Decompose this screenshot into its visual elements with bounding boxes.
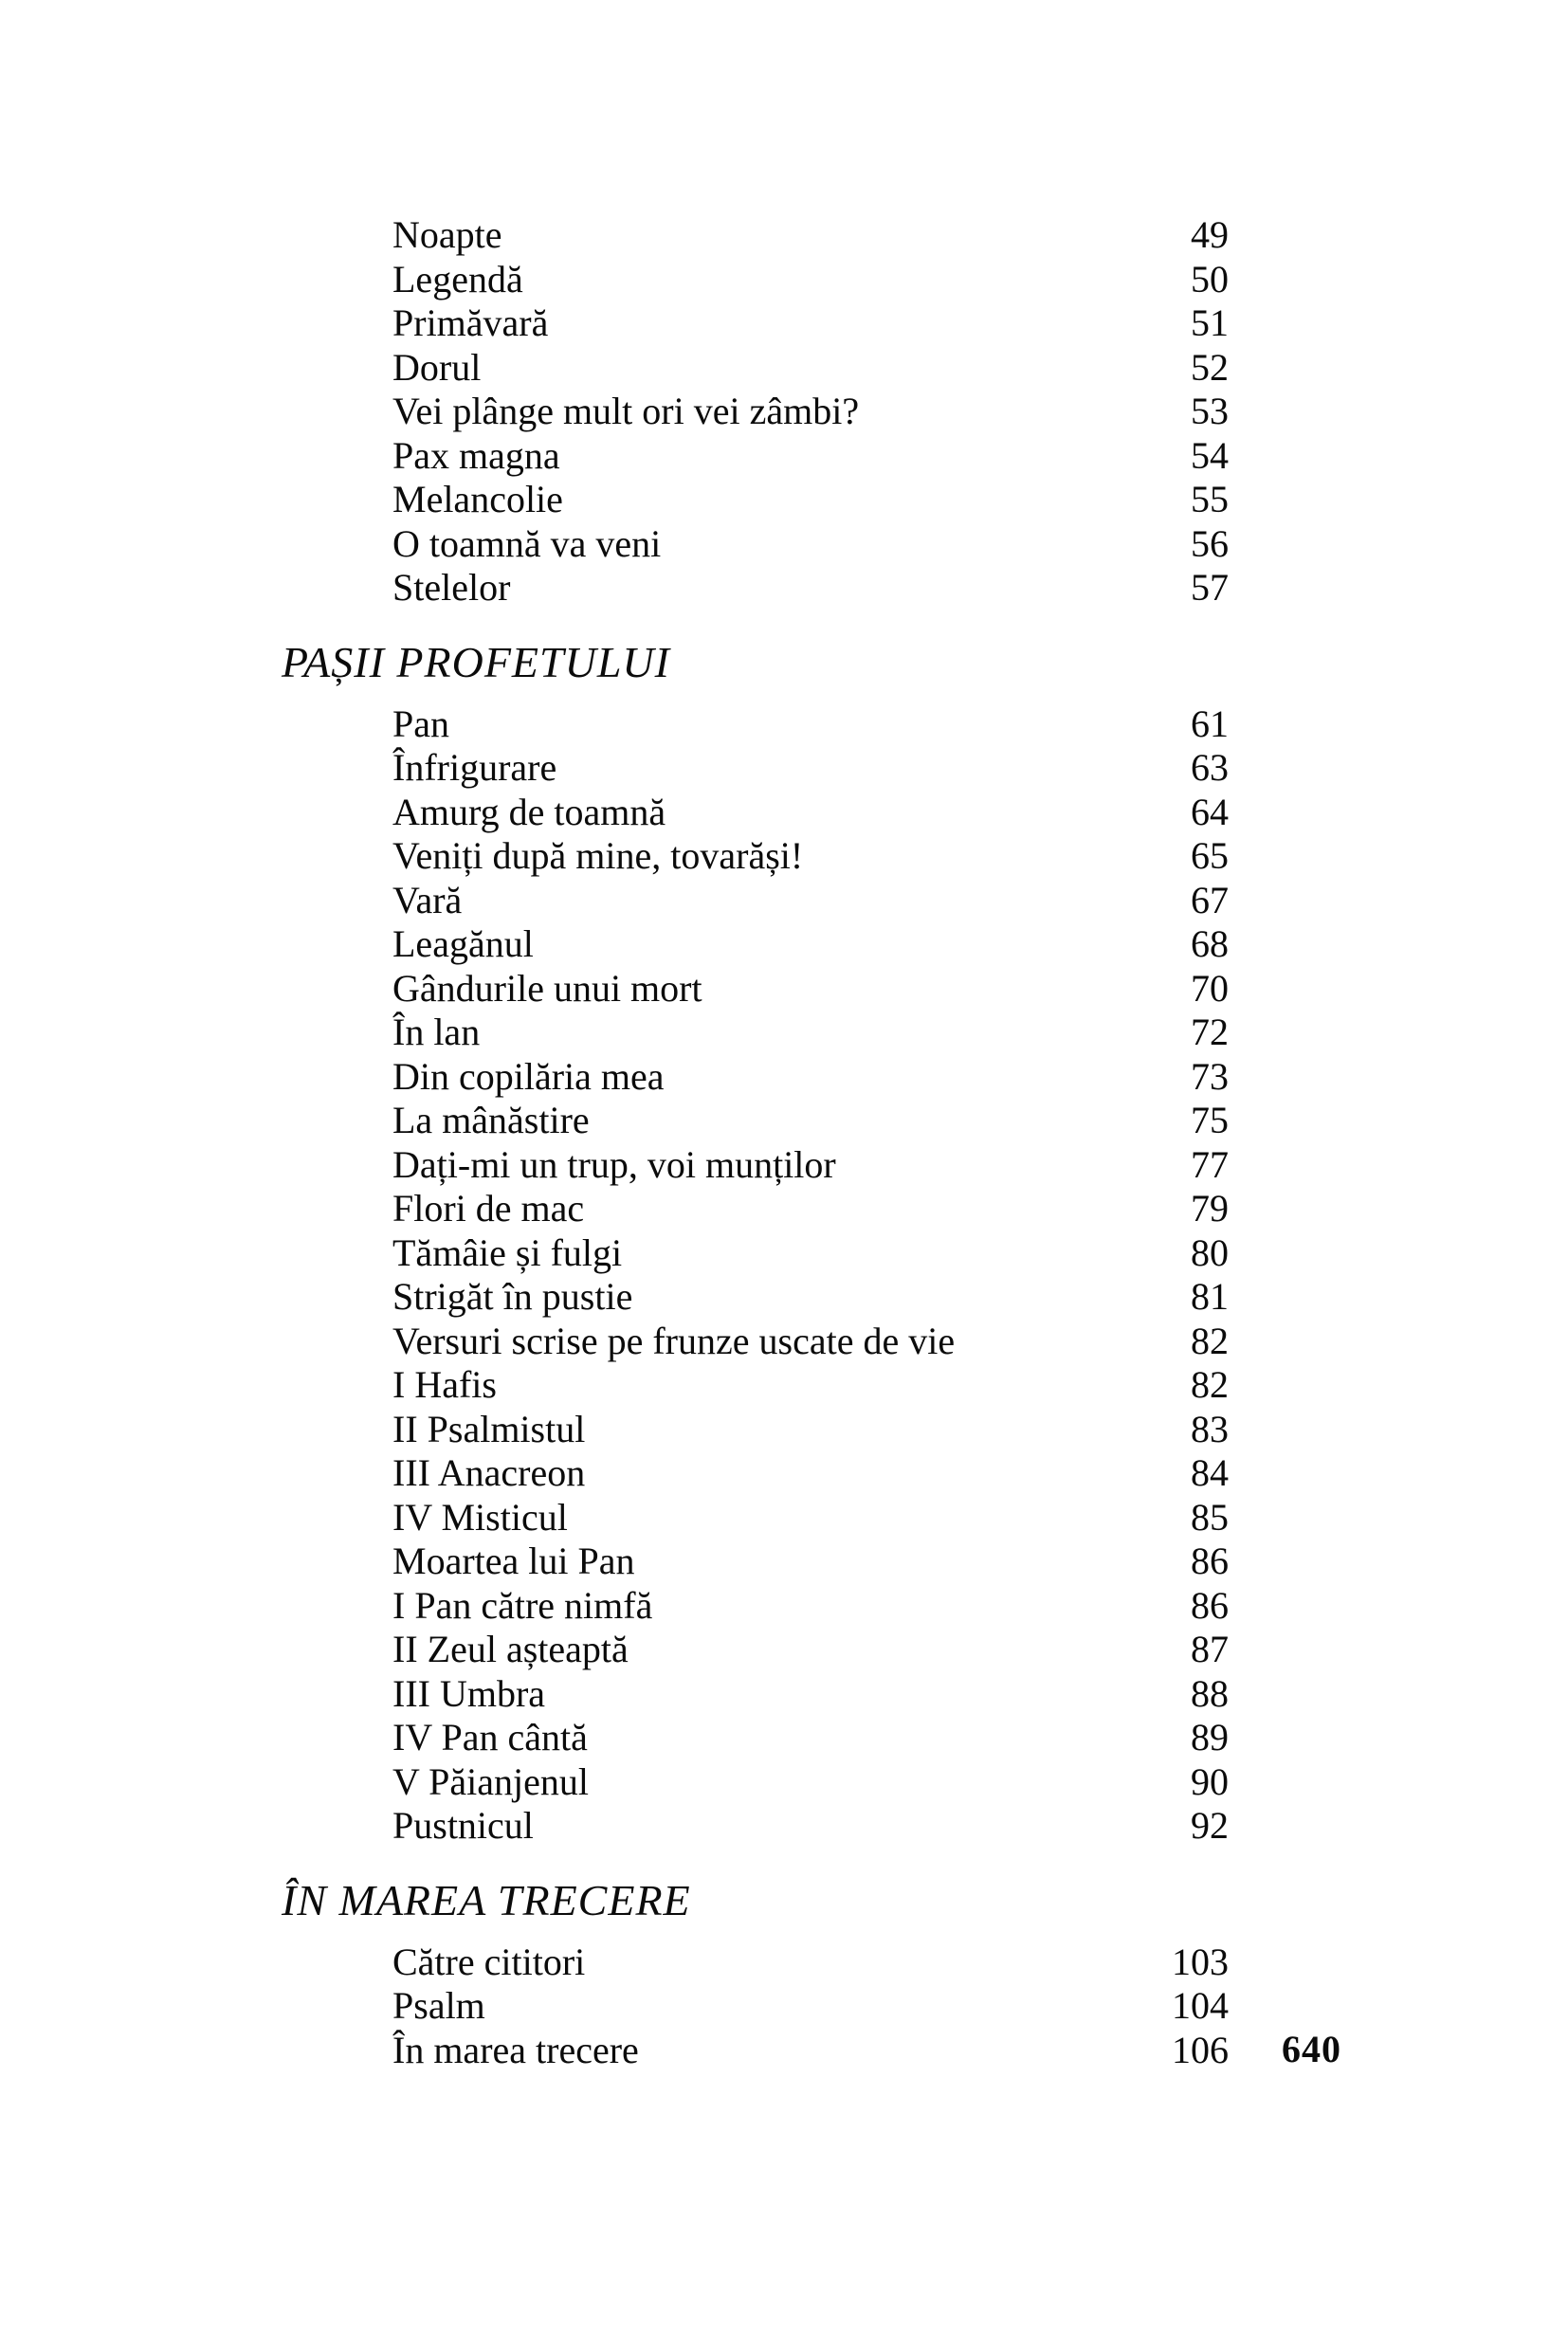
- entry-title: Pustnicul: [392, 1804, 534, 1847]
- entry-page-number: 86: [1191, 1540, 1229, 1582]
- toc-section: [0, 637, 1568, 1849]
- toc-entry-row: [0, 1716, 1568, 1760]
- toc-entry-row: [0, 1984, 1568, 2029]
- entry-title: Leagănul: [392, 922, 534, 965]
- entry-title: La mânăstire: [392, 1099, 590, 1141]
- entry-page-number: 103: [1172, 1940, 1229, 1983]
- toc-entry-row: [0, 1320, 1568, 1364]
- folio-number: 640: [1282, 2028, 1341, 2070]
- entry-title: Primăvară: [392, 301, 549, 344]
- toc-entry-row: [0, 566, 1568, 611]
- entry-page-number: 70: [1191, 966, 1229, 1010]
- entry-title: Noapte: [392, 213, 502, 256]
- entry-page-number: 82: [1191, 1363, 1229, 1406]
- entry-title: Vei plânge mult ori vei zâmbi?: [392, 390, 860, 432]
- entry-title: În lan: [392, 1011, 481, 1053]
- toc-entry-row: [0, 1451, 1568, 1496]
- entry-title: În marea trecere: [392, 2028, 639, 2071]
- entry-title: III Anacreon: [392, 1451, 586, 1494]
- entry-title: I Pan către nimfă: [392, 1583, 653, 1627]
- entry-title: Din copilăria mea: [392, 1054, 665, 1098]
- toc-entry-row: [0, 1011, 1568, 1055]
- toc-entry-row: [0, 1408, 1568, 1452]
- toc-entry-row: [0, 1540, 1568, 1584]
- entry-title: IV Misticul: [392, 1495, 568, 1539]
- entry-page-number: 79: [1191, 1187, 1229, 1230]
- toc-entry-row: [0, 522, 1568, 567]
- entry-page-number: 53: [1191, 390, 1229, 432]
- entry-page-number: 67: [1191, 878, 1229, 921]
- entry-title: Veniți după mine, tovarăși!: [392, 834, 804, 877]
- entry-page-number: 65: [1191, 834, 1229, 877]
- entry-page-number: 57: [1191, 566, 1229, 609]
- section-entries: [0, 702, 1568, 1849]
- toc-entry-row: [0, 1231, 1568, 1276]
- entry-title: III Umbra: [392, 1671, 546, 1715]
- entry-page-number: 68: [1191, 922, 1229, 965]
- entry-page-number: 49: [1191, 213, 1229, 256]
- entry-page-number: 55: [1191, 478, 1229, 520]
- entry-page-number: 85: [1191, 1495, 1229, 1539]
- entry-page-number: 92: [1191, 1804, 1229, 1847]
- entry-page-number: 77: [1191, 1142, 1229, 1186]
- toc-entry-row: [0, 1760, 1568, 1805]
- toc-entry-row: [0, 922, 1568, 967]
- entry-title: Tămâie și fulgi: [392, 1230, 623, 1274]
- entry-title: Către cititori: [392, 1940, 586, 1983]
- toc-entry-row: [0, 834, 1568, 879]
- entry-page-number: 51: [1191, 301, 1229, 344]
- entry-title: II Zeul așteaptă: [392, 1628, 629, 1670]
- toc-entry-row: [0, 301, 1568, 346]
- entry-page-number: 50: [1191, 257, 1229, 301]
- entry-title: Dorul: [392, 345, 482, 389]
- section-heading: ÎN MAREA TRECERE: [282, 1875, 691, 1924]
- toc-entry-row: [0, 702, 1568, 747]
- toc-entry-row: [0, 1496, 1568, 1540]
- entry-title: I Hafis: [392, 1363, 497, 1406]
- entry-page-number: 87: [1191, 1628, 1229, 1670]
- entry-page-number: 73: [1191, 1054, 1229, 1098]
- entry-page-number: 104: [1172, 1984, 1229, 2027]
- toc-entry-row: [0, 1672, 1568, 1717]
- entry-title: Psalm: [392, 1984, 485, 2027]
- toc-entry-row: [0, 1187, 1568, 1231]
- toc-entry-row: [0, 478, 1568, 522]
- entry-title: Gândurile unui mort: [392, 966, 702, 1010]
- entry-page-number: 80: [1191, 1230, 1229, 1274]
- toc-entry-row: [0, 390, 1568, 434]
- toc-section: [0, 213, 1568, 611]
- toc-entry-row: [0, 258, 1568, 302]
- toc-entry-row: [0, 879, 1568, 923]
- entry-title: Stelelor: [392, 566, 511, 609]
- entry-page-number: 90: [1191, 1759, 1229, 1803]
- entry-title: Pax magna: [392, 433, 560, 477]
- toc-entry-row: [0, 1941, 1568, 1985]
- toc-entry-row: [0, 1055, 1568, 1100]
- entry-page-number: 88: [1191, 1671, 1229, 1715]
- entry-title: Versuri scrise pe frunze uscate de vie: [392, 1319, 956, 1362]
- toc-entry-row: [0, 213, 1568, 258]
- toc-entry-row: [0, 1804, 1568, 1849]
- toc-entry-row: [0, 346, 1568, 391]
- entry-page-number: 82: [1191, 1319, 1229, 1362]
- entry-title: Melancolie: [392, 478, 563, 520]
- entry-page-number: 52: [1191, 345, 1229, 389]
- toc-entry-row: [0, 1143, 1568, 1188]
- entry-title: Flori de mac: [392, 1187, 585, 1230]
- entry-page-number: 106: [1172, 2028, 1229, 2071]
- entry-page-number: 84: [1191, 1451, 1229, 1494]
- entry-title: Legendă: [392, 257, 523, 301]
- entry-page-number: 54: [1191, 433, 1229, 477]
- section-entries: [0, 213, 1568, 611]
- entry-page-number: 86: [1191, 1583, 1229, 1627]
- entry-title: Amurg de toamnă: [392, 790, 666, 833]
- entry-page-number: 89: [1191, 1716, 1229, 1759]
- entry-title: V Păianjenul: [392, 1759, 590, 1803]
- toc-entry-row: [0, 434, 1568, 479]
- entry-title: Dați-mi un trup, voi munților: [392, 1142, 836, 1186]
- entry-page-number: 63: [1191, 746, 1229, 789]
- entry-page-number: 56: [1191, 521, 1229, 565]
- toc-entry-row: [0, 1584, 1568, 1629]
- entry-page-number: 83: [1191, 1407, 1229, 1450]
- entry-page-number: 72: [1191, 1011, 1229, 1053]
- toc-entry-row: [0, 1099, 1568, 1143]
- entry-title: Vară: [392, 878, 463, 921]
- entry-page-number: 81: [1191, 1275, 1229, 1318]
- section-heading: PAȘII PROFETULUI: [282, 637, 670, 686]
- entry-title: Pan: [392, 702, 449, 745]
- entry-title: IV Pan cântă: [392, 1716, 588, 1759]
- toc-entry-row: [0, 1628, 1568, 1672]
- entry-title: Moartea lui Pan: [392, 1540, 635, 1582]
- toc-entry-row: [0, 1363, 1568, 1408]
- toc-entry-row: [0, 1275, 1568, 1320]
- toc-entry-row: [0, 746, 1568, 791]
- entry-title: Strigăt în pustie: [392, 1275, 633, 1318]
- toc-entry-row: [0, 967, 1568, 1011]
- entry-page-number: 75: [1191, 1099, 1229, 1141]
- entry-title: O toamnă va veni: [392, 521, 662, 565]
- entry-title: Înfrigurare: [392, 746, 557, 789]
- entry-page-number: 64: [1191, 790, 1229, 833]
- entry-title: II Psalmistul: [392, 1407, 586, 1450]
- toc-entry-row: [0, 791, 1568, 835]
- entry-page-number: 61: [1191, 702, 1229, 745]
